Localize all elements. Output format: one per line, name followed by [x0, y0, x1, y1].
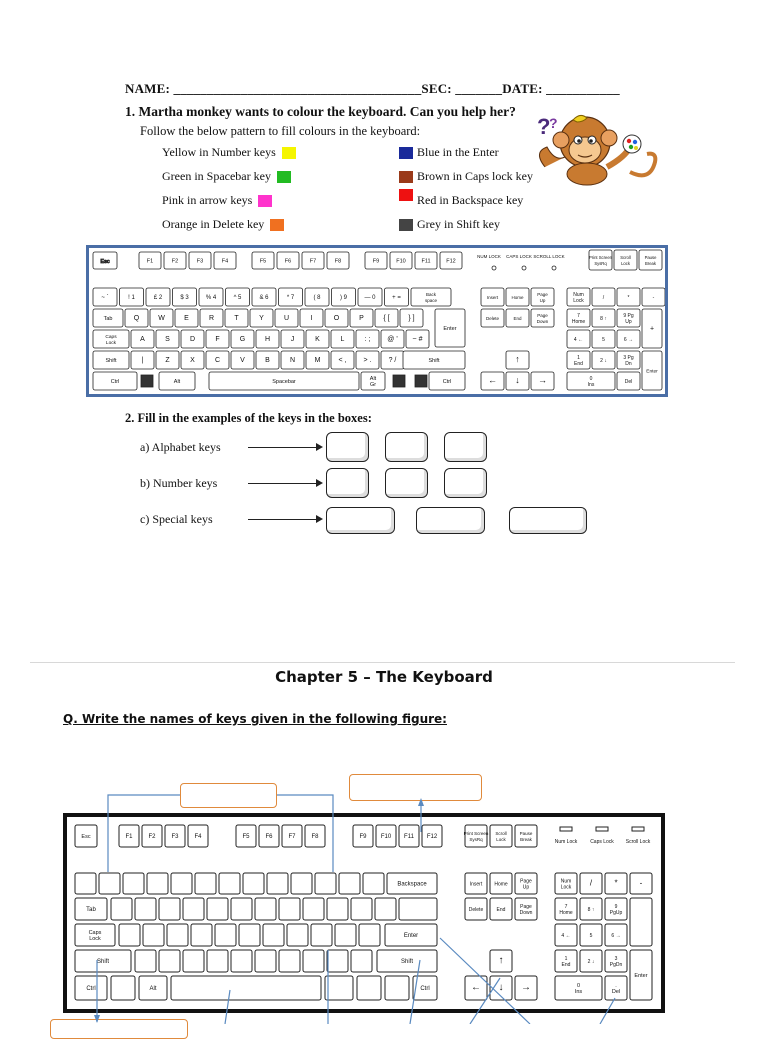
numpad-key-label: End: [561, 962, 571, 968]
numpad-del-key-label: Del: [611, 989, 621, 995]
numpad-zero-key-label: Ins: [587, 382, 595, 388]
caps-lock-key-label: Caps: [88, 930, 102, 936]
letter-key-label: Q: [133, 315, 140, 322]
numpad-key-label: 1: [564, 956, 568, 962]
legend-text: Red in Backspace key: [417, 193, 524, 207]
function-key-f11-label: F11: [421, 258, 431, 265]
numpad-key-label: PgUp: [609, 910, 623, 916]
number-row-key-label: $ 3: [180, 295, 189, 301]
lock-indicator-light: [552, 266, 556, 270]
numpad-key-label: Dn: [625, 361, 632, 367]
number-row-key-label: * 7: [286, 295, 295, 301]
numpad-key-label: *: [627, 295, 630, 301]
function-key-f8-label: F8: [311, 834, 319, 840]
worksheet-header: [125, 81, 620, 97]
letter-key-label: D: [189, 336, 196, 343]
pointer-line: [410, 960, 420, 1024]
ctrl-key-right-label: Ctrl: [420, 986, 430, 992]
number-answer-box-1[interactable]: [326, 468, 369, 498]
letter-key-label: J: [290, 336, 295, 343]
system-key-label: Print Screen: [463, 831, 489, 836]
legend-item-red: [399, 189, 523, 208]
arrow-left-key-label: ←: [488, 375, 497, 385]
legend-item-yellow: [162, 145, 296, 160]
system-key-label: SysRq: [469, 837, 483, 842]
shift-key-left-label: Shift: [96, 959, 110, 965]
numpad-key-label: PgDn: [609, 962, 623, 968]
system-key: [589, 250, 612, 270]
lock-indicator-label: Num Lock: [554, 839, 578, 845]
pointer-line: [600, 998, 615, 1024]
numpad-key-label: 3: [614, 956, 618, 962]
numpad-key-label: 8 ↑: [587, 907, 595, 913]
name-label: NAME:: [125, 81, 171, 96]
nav-key-label: End: [496, 907, 506, 913]
numpad-enter-key-label: Enter: [646, 369, 658, 375]
letter-key-label: F: [215, 336, 220, 343]
arrow-line: [248, 447, 318, 448]
numpad-key-label: Lock: [573, 298, 584, 304]
brown-swatch: [399, 171, 413, 183]
letter-key-label: Y: [259, 315, 264, 322]
arrow-head-icon: [316, 479, 323, 487]
number-row-key-label: space: [424, 298, 438, 303]
numpad-key-label: 2 ↓: [600, 358, 607, 364]
legend-item-orange: [162, 217, 284, 232]
numpad-enter-key-label: Enter: [634, 973, 648, 979]
nav-key-label: Delete: [468, 907, 484, 913]
lock-indicator-label: Scroll Lock: [625, 839, 651, 845]
special-answer-box-3[interactable]: [509, 507, 587, 534]
letter-key-label: S: [165, 336, 170, 343]
letter-key-label: T: [234, 315, 239, 322]
shift-key-left-label: Shift: [105, 358, 117, 364]
nav-key-label: Down: [536, 319, 549, 324]
letter-key-label: G: [239, 336, 246, 343]
pointer-line: [277, 795, 333, 872]
system-key-label: Break: [645, 261, 656, 266]
menu-icon: [415, 375, 427, 387]
caps-lock-key-label: Lock: [105, 341, 117, 346]
numpad-key-label: 6 →: [623, 337, 634, 343]
numpad-del-key-label: .: [615, 983, 617, 989]
special-answer-box-2[interactable]: [416, 507, 485, 534]
letter-key-label: } ]: [408, 315, 415, 322]
letter-key-label: ~ #: [412, 336, 423, 343]
letter-key-label: C: [214, 357, 221, 364]
orange-swatch: [270, 219, 284, 231]
system-key: [639, 250, 662, 270]
numpad-zero-key-label: 0: [576, 983, 581, 989]
pointer-lines: [0, 760, 768, 1024]
nav-key-label: Home: [494, 881, 508, 888]
section-divider: [30, 662, 735, 663]
lock-indicator-label: Caps Lock: [590, 839, 614, 845]
letter-key-label: I: [310, 315, 313, 322]
nav-key-label: Up: [539, 298, 546, 303]
legend-item-green: [162, 169, 291, 184]
number-row-key-label: Back: [425, 292, 437, 297]
numpad-key-label: 8 ↑: [600, 316, 607, 322]
number-row-key-label: ) 9: [339, 295, 348, 301]
numpad-key-label: Num: [573, 292, 584, 298]
numpad-key-label: 9: [614, 904, 618, 910]
numpad-key-label: 1: [577, 355, 580, 361]
function-key-f2-label: F2: [148, 834, 156, 840]
arrow-line: [248, 519, 318, 520]
letter-key-label: U: [283, 315, 290, 322]
nav-key-label: Page: [520, 878, 532, 885]
number-row-key-label: ( 8: [313, 295, 321, 301]
red-swatch: [399, 189, 413, 201]
colouring-keyboard: [86, 245, 668, 397]
function-key-f6-label: F6: [265, 834, 273, 840]
function-key-f2-label: F2: [171, 258, 179, 265]
arrow-up-key-label: ↑: [498, 955, 504, 966]
letter-key-label: E: [184, 315, 189, 322]
arrow-up-icon: [418, 798, 424, 806]
nav-key-label: Page: [537, 292, 548, 297]
nav-key: [531, 309, 554, 327]
letter-key-label: R: [208, 315, 215, 322]
nav-key-label: Insert: [469, 881, 483, 888]
letter-key-label: > .: [363, 357, 372, 364]
windows-icon: [393, 375, 405, 387]
numpad-del-key-label: Del: [624, 379, 633, 385]
nav-key-label: Delete: [485, 316, 500, 321]
number-answer-box-2[interactable]: [385, 468, 428, 498]
letter-key-label: M: [314, 357, 321, 364]
pointer-line: [108, 795, 180, 872]
letter-key-label: Z: [165, 357, 170, 364]
legend-text: Orange in Delete key: [162, 217, 265, 231]
nav-key-label: Insert: [486, 295, 499, 300]
system-key-label: Scroll: [620, 255, 631, 260]
nav-key-label: Page: [520, 904, 532, 910]
numpad-key-label: 6 →: [611, 933, 621, 939]
number-row-key: [411, 288, 451, 306]
numpad-zero-key-label: Ins: [574, 989, 583, 995]
system-key-label: SysRq: [594, 261, 607, 266]
arrow-right-key-label: →: [521, 982, 531, 993]
alphabet-answer-box-1[interactable]: [326, 432, 369, 462]
arrow-up-key-label: ↑: [515, 354, 520, 364]
lock-indicator-label: SCROLL LOCK: [533, 254, 565, 259]
numpad-key-label: 5: [602, 337, 605, 343]
number-row-key-label: + =: [392, 295, 401, 301]
letter-key-label: K: [315, 336, 320, 343]
letter-key-label: N: [289, 357, 296, 364]
lock-indicator-light: [492, 266, 496, 270]
numpad-multiply-key-label: *: [614, 878, 618, 888]
legend-item-pink: [162, 193, 272, 208]
nav-key: [531, 288, 554, 306]
letter-key-label: H: [264, 336, 271, 343]
letter-key-label: { [: [383, 315, 390, 322]
legend-text: Green in Spacebar key: [162, 169, 271, 183]
letter-key-label: L: [340, 336, 345, 343]
letter-key-label: W: [158, 315, 165, 322]
numpad-key-label: 5: [589, 933, 593, 939]
windows-icon: [141, 375, 153, 387]
date-label: DATE:: [502, 81, 543, 96]
nav-key-label: Home: [511, 295, 524, 300]
letter-key-label: |: [141, 357, 144, 364]
alphabet-keys-label: a) Alphabet keys: [140, 440, 221, 454]
nav-key-label: Down: [519, 910, 533, 916]
numpad-key-label: End: [574, 361, 583, 367]
system-key-label: Lock: [621, 261, 630, 266]
function-key-f4-label: F4: [221, 258, 229, 265]
system-key-label: Break: [520, 837, 532, 842]
backspace-key-label: Backspace: [397, 881, 427, 888]
arrow-down-icon: [94, 1015, 100, 1023]
question-2-title: 2. Fill in the examples of the keys in the boxes:: [125, 411, 372, 425]
letter-key-label: ? /: [388, 357, 397, 364]
numpad-key-label: 7: [564, 904, 568, 910]
pointer-line: [470, 978, 500, 1024]
caps-lock-key-label: Lock: [89, 936, 101, 942]
sec-label: SEC:: [421, 81, 452, 96]
keyboard-diagram: [89, 248, 665, 394]
letter-key-label: @ ': [387, 336, 398, 343]
alt-key-left-label: Alt: [173, 379, 181, 385]
function-key-f8-label: F8: [334, 258, 342, 265]
grey-swatch: [399, 219, 413, 231]
esc-key-label: Esc: [100, 259, 110, 265]
letter-key-label: P: [359, 315, 364, 322]
letter-key-label: < ,: [338, 357, 347, 364]
question-1-title: 1. Martha monkey wants to colour the keyboard. Can you help her?: [125, 104, 516, 119]
nav-key-label: Up: [522, 884, 530, 891]
question-mark-icon: ?: [537, 114, 551, 139]
letter-key-label: B: [265, 357, 270, 364]
enter-key-label: Enter: [403, 933, 419, 939]
number-row-key-label: ~ `: [101, 295, 109, 301]
numpad-key-label: -: [652, 295, 655, 301]
spacebar-key-label: Spacebar: [272, 379, 296, 385]
num-lock-key-label: Num: [560, 878, 572, 885]
number-row-key-label: % 4: [205, 295, 217, 301]
numpad-key-label: Home: [571, 319, 586, 325]
num-lock-key-label: Lock: [560, 884, 572, 891]
ctrl-key-right-label: Ctrl: [442, 379, 452, 385]
system-key-label: Print Screen: [588, 255, 613, 260]
pointer-line: [225, 990, 230, 1024]
numpad-key-label: Up: [625, 319, 632, 325]
arrow-left-key-label: ←: [471, 982, 481, 993]
numpad-key-label: 7: [577, 313, 580, 319]
pointer-line: [440, 938, 530, 1024]
yellow-swatch: [282, 147, 296, 159]
arrow-head-icon: [316, 443, 323, 451]
numpad-key-label: 4 ←: [573, 337, 584, 343]
number-keys-label: b) Number keys: [140, 476, 218, 490]
function-key-f9-label: F9: [359, 834, 367, 840]
numpad-key-label: 3 Pg: [623, 355, 634, 361]
lock-indicator-light: [522, 266, 526, 270]
sec-blank[interactable]: _______: [455, 81, 503, 96]
tab-key-label: Tab: [103, 316, 113, 322]
function-key-f9-label: F9: [372, 258, 380, 265]
question-1-instruction: Follow the below pattern to fill colours in the keyboard:: [140, 124, 421, 138]
number-row-key-label: £ 2: [153, 295, 163, 301]
system-key-label: Lock: [496, 837, 506, 842]
legend-text: Blue in the Enter: [417, 145, 499, 159]
letter-key-label: V: [240, 357, 245, 364]
ctrl-key-left-label: Ctrl: [86, 986, 96, 992]
legend-text: Yellow in Number keys: [162, 145, 276, 159]
function-key-f10-label: F10: [396, 258, 406, 265]
chapter-question: Q. Write the names of keys given in the following figure:: [63, 712, 447, 726]
nav-key-label: End: [513, 316, 522, 321]
system-key-label: Pause: [644, 255, 657, 260]
legend-item-brown: [399, 169, 533, 184]
number-row-key-label: ^ 5: [233, 295, 242, 301]
number-answer-box-3[interactable]: [444, 468, 487, 498]
arrow-down-key-label: ↓: [498, 982, 504, 993]
function-key-f11-label: F11: [404, 834, 414, 840]
system-key-label: Scroll: [495, 831, 507, 836]
caps-lock-key-label: Caps: [105, 335, 117, 340]
name-blank[interactable]: _____________________________________: [173, 81, 422, 96]
legend-text: Pink in arrow keys: [162, 193, 253, 207]
letter-key-label: A: [140, 336, 145, 343]
function-key-f3-label: F3: [196, 258, 204, 265]
legend-text: Brown in Caps lock key: [417, 169, 533, 183]
function-key-f12-label: F12: [446, 258, 456, 265]
number-row-key-label: & 6: [259, 295, 269, 301]
function-key-f1-label: F1: [125, 834, 133, 840]
system-key: [614, 250, 637, 270]
alt-key-left-label: Alt: [149, 986, 157, 992]
special-keys-label: c) Special keys: [140, 512, 213, 526]
legend-item-blue: [399, 145, 499, 160]
alt-gr-key-label: Alt: [369, 376, 377, 382]
shift-key-right-label: Shift: [428, 358, 440, 364]
numpad-plus-key-label: +: [649, 325, 655, 333]
arrow-head-icon: [316, 515, 323, 523]
function-key-f7-label: F7: [288, 834, 296, 840]
numpad-key-label: 4 ←: [561, 933, 571, 939]
enter-key-label: Enter: [443, 326, 457, 332]
letter-key-label: O: [333, 315, 340, 322]
numpad-key-label: 9 Pg: [623, 313, 634, 319]
legend-text: Grey in Shift key: [417, 217, 500, 231]
function-key-f6-label: F6: [284, 258, 292, 265]
function-key-f12-label: F12: [426, 834, 438, 840]
arrow-right-key-label: →: [538, 375, 547, 385]
blue-swatch: [399, 147, 413, 159]
lock-indicator-label: NUM LOCK: [477, 254, 501, 259]
number-row-key-label: — 0: [364, 295, 376, 301]
arrow-line: [248, 483, 318, 484]
tab-key-label: Tab: [86, 907, 96, 913]
arrow-down-key-label: ↓: [515, 375, 520, 385]
ctrl-key-left-label: Ctrl: [110, 379, 120, 385]
green-swatch: [277, 171, 291, 183]
monkey-illustration: [535, 112, 660, 187]
legend-item-grey: [399, 217, 500, 232]
nav-key-label: Page: [537, 313, 548, 318]
lock-indicator-label: CAPS LOCK: [506, 254, 532, 259]
function-key-f4-label: F4: [194, 834, 202, 840]
esc-key-label: Esc: [81, 834, 91, 840]
question-mark-icon: ?: [549, 115, 558, 131]
numpad-key-label: 2 ↓: [587, 959, 595, 965]
letter-key-label: : ;: [364, 336, 371, 343]
numpad-divide-key-label: /: [589, 878, 593, 888]
alphabet-answer-box-3[interactable]: [444, 432, 487, 462]
special-answer-box-1[interactable]: [326, 507, 395, 534]
numpad-zero-key-label: 0: [589, 376, 593, 382]
date-blank[interactable]: ___________: [546, 81, 620, 96]
letter-key-label: X: [190, 357, 195, 364]
function-key-f5-label: F5: [259, 258, 267, 265]
function-key-f1-label: F1: [146, 258, 154, 265]
numpad-key-label: Home: [559, 910, 573, 916]
alphabet-answer-box-2[interactable]: [385, 432, 428, 462]
alt-gr-key-label: Gr: [369, 382, 377, 388]
numpad-key-label: /: [602, 295, 605, 301]
function-key-f3-label: F3: [171, 834, 179, 840]
numpad-minus-key-label: -: [639, 878, 643, 888]
function-key-f5-label: F5: [242, 834, 250, 840]
system-key-label: Pause: [519, 831, 533, 836]
shift-key-right-label: Shift: [400, 959, 414, 965]
function-key-f7-label: F7: [309, 258, 317, 265]
number-row-key-label: ! 1: [128, 295, 135, 301]
chapter-title: Chapter 5 – The Keyboard: [275, 668, 493, 686]
function-key-f10-label: F10: [380, 834, 392, 840]
pink-swatch: [258, 195, 272, 207]
